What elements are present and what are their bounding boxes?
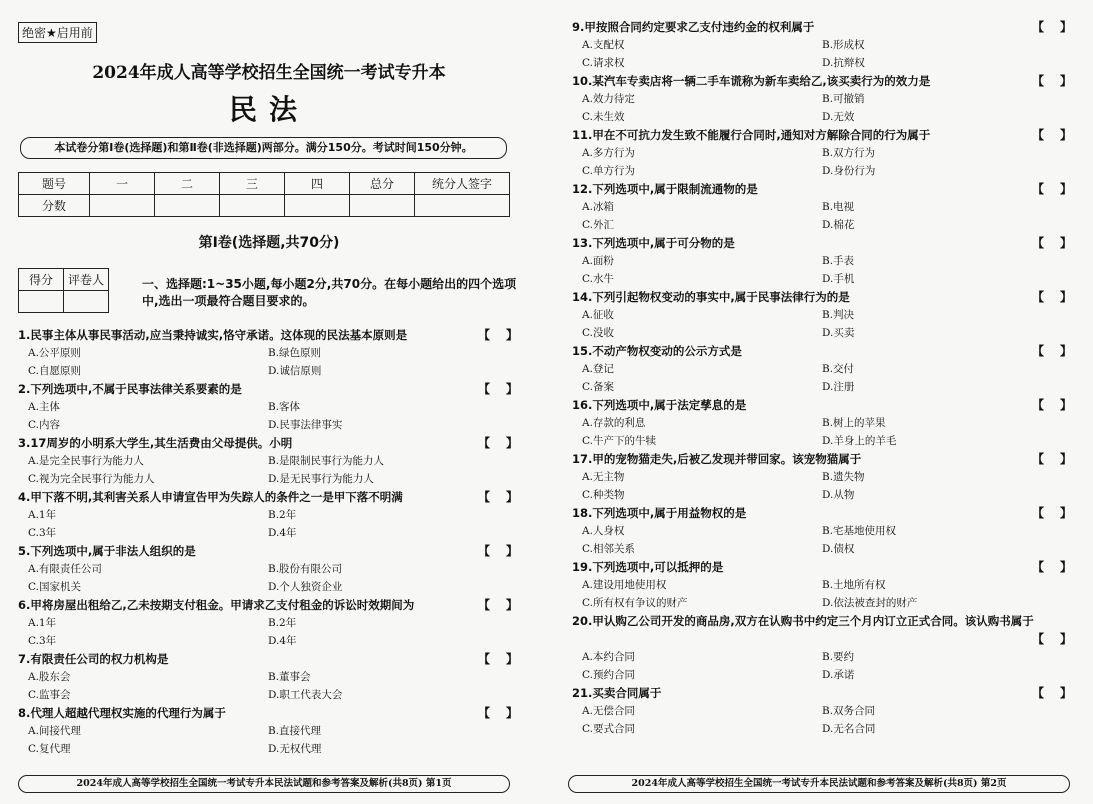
answer-option[interactable]: C.自愿原则 [28, 365, 81, 377]
answer-option[interactable]: D.注册 [822, 381, 855, 393]
answer-bracket[interactable] [1032, 396, 1072, 414]
option-grid [572, 576, 1072, 612]
answer-option[interactable]: D.民事法律事实 [268, 419, 343, 431]
bracket-open: 【 [1032, 128, 1045, 142]
bracket-open: 【 [478, 598, 491, 612]
question-stem: 15.不动产物权变动的公示方式是 [572, 344, 742, 358]
answer-option[interactable]: D.4年 [268, 635, 297, 647]
answer-option[interactable]: A.间接代理 [28, 725, 81, 737]
question-item [18, 596, 518, 650]
bracket-close: 】 [505, 436, 518, 450]
answer-option[interactable]: A.人身权 [582, 525, 625, 537]
answer-bracket[interactable] [1032, 684, 1072, 702]
bracket-close: 】 [1059, 686, 1072, 700]
bracket-open: 【 [1032, 20, 1045, 34]
score-cell[interactable] [155, 195, 220, 217]
answer-option[interactable]: D.羊身上的羊毛 [822, 435, 897, 447]
question-item [18, 326, 518, 380]
answer-bracket[interactable] [1032, 18, 1072, 36]
answer-option[interactable]: A.征收 [582, 309, 614, 321]
score-cell[interactable] [415, 195, 510, 217]
grader-score-label: 得分 [19, 269, 64, 291]
bracket-open: 【 [1032, 398, 1045, 412]
question-item [18, 650, 518, 704]
question-item [18, 488, 518, 542]
answer-option[interactable]: C.种类物 [582, 489, 625, 501]
answer-option[interactable]: C.备案 [582, 381, 614, 393]
option-grid [18, 722, 518, 758]
bracket-open: 【 [1032, 452, 1045, 466]
bracket-open: 【 [478, 382, 491, 396]
option-grid [572, 252, 1072, 288]
page-left [0, 0, 538, 804]
bracket-open: 【 [1032, 74, 1045, 88]
answer-option[interactable]: C.国家机关 [28, 581, 81, 593]
bracket-open: 【 [478, 544, 491, 558]
part-instruction: 一、选择题:1~35小题,每小题2分,共70分。在每小题给出的四个选项中,选出一项最符合题目要求的。 [142, 277, 517, 308]
answer-bracket[interactable] [478, 488, 518, 506]
bracket-open: 【 [478, 706, 491, 720]
answer-bracket[interactable] [1032, 504, 1072, 522]
answer-option[interactable]: D.无权代理 [268, 743, 322, 755]
score-header-cell: 一 [90, 173, 155, 195]
bracket-close: 】 [1059, 344, 1072, 358]
bracket-open: 【 [1032, 236, 1045, 250]
question-item [572, 450, 1072, 504]
bracket-open: 【 [478, 436, 491, 450]
bracket-open: 【 [1032, 560, 1045, 574]
answer-bracket[interactable] [478, 704, 518, 722]
question-stem: 8.代理人超越代理权实施的代理行为属于 [18, 706, 226, 720]
bracket-close: 】 [1059, 20, 1072, 34]
bracket-open: 【 [1032, 344, 1045, 358]
bracket-close: 】 [1059, 236, 1072, 250]
bracket-open: 【 [1032, 506, 1045, 520]
answer-option[interactable]: C.复代理 [28, 743, 71, 755]
answer-option[interactable]: B.土地所有权 [822, 579, 886, 591]
question-item [572, 126, 1072, 180]
answer-bracket[interactable] [1032, 288, 1072, 306]
answer-bracket[interactable] [478, 380, 518, 398]
bracket-close: 】 [1059, 506, 1072, 520]
answer-option[interactable]: D.个人独资企业 [268, 581, 343, 593]
question-item [572, 288, 1072, 342]
answer-option[interactable]: B.客体 [268, 401, 301, 413]
answer-option[interactable]: B.双务合同 [822, 705, 876, 717]
question-stem: 14.下列引起物权变动的事实中,属于民事法律行为的是 [572, 290, 850, 304]
answer-option[interactable]: C.预约合同 [582, 669, 635, 681]
answer-option[interactable]: D.手机 [822, 273, 855, 285]
answer-option[interactable]: B.交付 [822, 363, 855, 375]
answer-option[interactable]: B.判决 [822, 309, 855, 321]
option-grid [18, 344, 518, 380]
bracket-open: 【 [478, 652, 491, 666]
option-grid [572, 702, 1072, 738]
answer-option[interactable]: B.是限制民事行为能力人 [268, 455, 385, 467]
answer-option[interactable]: C.3年 [28, 635, 57, 647]
answer-option[interactable]: D.抗辩权 [822, 57, 865, 69]
answer-option[interactable]: B.形成权 [822, 39, 865, 51]
answer-option[interactable]: B.电视 [822, 201, 855, 213]
question-stem: 11.甲在不可抗力发生致不能履行合同时,通知对方解除合同的行为属于 [572, 128, 931, 142]
answer-option[interactable]: C.单方行为 [582, 165, 635, 177]
question-stem: 4.甲下落不明,其利害关系人申请宣告甲为失踪人的条件之一是甲下落不明满 [18, 490, 403, 504]
score-row-label: 分数 [19, 195, 90, 217]
grader-table [18, 268, 109, 313]
answer-option[interactable]: A.冰箱 [582, 201, 614, 213]
question-stem: 5.下列选项中,属于非法人组织的是 [18, 544, 196, 558]
answer-option[interactable]: B.2年 [268, 509, 297, 521]
option-grid [572, 468, 1072, 504]
question-stem: 20.甲认购乙公司开发的商品房,双方在认购书中约定三个月内订立正式合同。该认购书属于 [572, 614, 1034, 628]
answer-option[interactable]: C.水牛 [582, 273, 614, 285]
bracket-close: 】 [1059, 398, 1072, 412]
question-item [572, 558, 1072, 612]
question-stem: 9.甲按照合同约定要求乙支付违约金的权利属于 [572, 20, 815, 34]
bracket-close: 】 [1059, 182, 1072, 196]
answer-option[interactable]: D.棉花 [822, 219, 855, 231]
answer-option[interactable]: A.无主物 [582, 471, 625, 483]
question-list-right [572, 18, 1072, 738]
answer-option[interactable]: C.未生效 [582, 111, 625, 123]
option-grid [572, 360, 1072, 396]
question-list-left [18, 326, 518, 758]
question-item [572, 72, 1072, 126]
bracket-close: 】 [505, 544, 518, 558]
answer-option[interactable]: A.1年 [28, 509, 57, 521]
answer-bracket[interactable] [1032, 126, 1072, 144]
question-stem: 16.下列选项中,属于法定孳息的是 [572, 398, 747, 412]
answer-option[interactable]: C.所有权有争议的财产 [582, 597, 688, 609]
answer-option[interactable]: B.股份有限公司 [268, 563, 343, 575]
grader-score-cell[interactable] [19, 291, 64, 313]
score-table-score-row [19, 195, 510, 217]
answer-bracket[interactable] [1032, 72, 1072, 90]
page-right [548, 0, 1093, 804]
answer-option[interactable]: C.内容 [28, 419, 60, 431]
score-header-cell: 统分人签字 [415, 173, 510, 195]
bracket-close: 】 [505, 652, 518, 666]
bracket-close: 】 [1059, 632, 1072, 646]
section-title: 第Ⅰ卷(选择题,共70分) [198, 235, 340, 251]
score-header-cell: 四 [285, 173, 350, 195]
question-stem: 18.下列选项中,属于用益物权的是 [572, 506, 747, 520]
answer-bracket[interactable] [1032, 342, 1072, 360]
question-stem: 3.17周岁的小明系大学生,其生活费由父母提供。小明 [18, 436, 293, 450]
answer-option[interactable]: C.要式合同 [582, 723, 635, 735]
score-table [18, 172, 510, 217]
score-table-header-row [19, 173, 510, 195]
answer-bracket[interactable] [478, 650, 518, 668]
bracket-close: 】 [1059, 452, 1072, 466]
answer-option[interactable]: D.从物 [822, 489, 855, 501]
answer-option[interactable]: D.无效 [822, 111, 855, 123]
subject-title: 民法 [228, 93, 309, 126]
question-stem: 13.下列选项中,属于可分物的是 [572, 236, 735, 250]
bracket-close: 】 [505, 706, 518, 720]
answer-option[interactable]: B.双方行为 [822, 147, 876, 159]
answer-option[interactable]: A.存款的利息 [582, 417, 646, 429]
bracket-close: 】 [505, 328, 518, 342]
answer-bracket[interactable] [478, 434, 518, 452]
question-item [18, 704, 518, 758]
secret-label: 绝密★启用前 [18, 22, 97, 43]
option-grid [18, 560, 518, 596]
answer-option[interactable]: C.外汇 [582, 219, 614, 231]
bracket-close: 】 [505, 490, 518, 504]
bracket-close: 】 [1059, 290, 1072, 304]
bracket-close: 】 [1059, 74, 1072, 88]
score-cell[interactable] [350, 195, 415, 217]
answer-option[interactable]: C.3年 [28, 527, 57, 539]
question-item [572, 18, 1072, 72]
score-cell[interactable] [220, 195, 285, 217]
bracket-open: 【 [1032, 686, 1045, 700]
answer-bracket[interactable] [478, 596, 518, 614]
answer-option[interactable]: D.承诺 [822, 669, 855, 681]
answer-option[interactable]: A.是完全民事行为能力人 [28, 455, 144, 467]
answer-bracket[interactable] [1032, 180, 1072, 198]
answer-option[interactable]: A.1年 [28, 617, 57, 629]
answer-bracket[interactable] [1032, 450, 1072, 468]
answer-option[interactable]: D.诚信原则 [268, 365, 322, 377]
answer-option[interactable]: D.无名合同 [822, 723, 876, 735]
answer-bracket[interactable] [478, 542, 518, 560]
grader-name-cell[interactable] [64, 291, 109, 313]
question-item [572, 342, 1072, 396]
answer-bracket[interactable] [1032, 558, 1072, 576]
question-item [572, 234, 1072, 288]
bracket-open: 【 [1032, 632, 1045, 646]
question-stem: 17.甲的宠物猫走失,后被乙发现并带回家。该宠物猫属于 [572, 452, 862, 466]
answer-bracket[interactable] [478, 326, 518, 344]
question-stem: 10.某汽车专卖店将一辆二手车谎称为新车卖给乙,该买卖行为的效力是 [572, 74, 931, 88]
answer-option[interactable]: B.可撤销 [822, 93, 865, 105]
answer-option[interactable]: A.本约合同 [582, 651, 635, 663]
answer-option[interactable]: B.2年 [268, 617, 297, 629]
answer-option[interactable]: B.绿色原则 [268, 347, 322, 359]
answer-option[interactable]: A.股东会 [28, 671, 71, 683]
answer-option[interactable]: A.登记 [582, 363, 614, 375]
answer-option[interactable]: D.债权 [822, 543, 855, 555]
answer-option[interactable]: C.请求权 [582, 57, 625, 69]
question-item [572, 396, 1072, 450]
bracket-open: 【 [478, 490, 491, 504]
answer-option[interactable]: A.建设用地使用权 [582, 579, 667, 591]
answer-option[interactable]: B.直接代理 [268, 725, 322, 737]
page-footer-right: 2024年成人高等学校招生全国统一考试专升本民法试题和参考答案及解析(共8页) 第2页 [568, 775, 1070, 793]
bracket-line [572, 630, 1072, 648]
answer-option[interactable]: B.宅基地使用权 [822, 525, 897, 537]
answer-option[interactable]: A.效力待定 [582, 93, 635, 105]
bracket-close: 】 [505, 382, 518, 396]
answer-option[interactable]: B.遗失物 [822, 471, 865, 483]
score-header-cell: 题号 [19, 173, 90, 195]
question-stem: 6.甲将房屋出租给乙,乙未按期支付租金。甲请求乙支付租金的诉讼时效期间为 [18, 598, 415, 612]
answer-option[interactable]: D.职工代表大会 [268, 689, 343, 701]
option-grid [18, 668, 518, 704]
answer-option[interactable]: D.4年 [268, 527, 297, 539]
answer-bracket[interactable] [1032, 630, 1072, 648]
question-item [572, 684, 1072, 738]
bracket-open: 【 [478, 328, 491, 342]
option-grid [18, 614, 518, 650]
answer-option[interactable]: D.身份行为 [822, 165, 876, 177]
option-grid [572, 414, 1072, 450]
answer-option[interactable]: A.多方行为 [582, 147, 635, 159]
score-cell[interactable] [285, 195, 350, 217]
question-stem: 1.民事主体从事民事活动,应当秉持诚实,恪守承诺。这体现的民法基本原则是 [18, 328, 408, 342]
grader-name-label: 评卷人 [64, 269, 109, 291]
bracket-close: 】 [505, 598, 518, 612]
answer-option[interactable]: D.买卖 [822, 327, 855, 339]
question-stem: 19.下列选项中,可以抵押的是 [572, 560, 724, 574]
answer-option[interactable]: B.手表 [822, 255, 855, 267]
option-grid [572, 198, 1072, 234]
answer-option[interactable]: C.视为完全民事行为能力人 [28, 473, 155, 485]
option-grid [572, 144, 1072, 180]
answer-option[interactable]: A.有限责任公司 [28, 563, 102, 575]
answer-option[interactable]: B.董事会 [268, 671, 311, 683]
option-grid [572, 306, 1072, 342]
bracket-open: 【 [1032, 290, 1045, 304]
question-item [18, 542, 518, 596]
answer-option[interactable]: C.牛产下的牛犊 [582, 435, 656, 447]
option-grid [18, 506, 518, 542]
question-item [572, 612, 1072, 684]
score-header-cell: 三 [220, 173, 285, 195]
answer-option[interactable]: B.树上的苹果 [822, 417, 886, 429]
answer-option[interactable]: A.公平原则 [28, 347, 81, 359]
option-grid [572, 648, 1072, 684]
answer-option[interactable]: A.主体 [28, 401, 60, 413]
question-item [572, 180, 1072, 234]
question-item [18, 434, 518, 488]
score-header-cell: 总分 [350, 173, 415, 195]
page-footer-left: 2024年成人高等学校招生全国统一考试专升本民法试题和参考答案及解析(共8页) 第1页 [18, 775, 510, 793]
answer-option[interactable]: C.没收 [582, 327, 614, 339]
bracket-close: 】 [1059, 128, 1072, 142]
answer-option[interactable]: C.相邻关系 [582, 543, 635, 555]
question-item [572, 504, 1072, 558]
bracket-open: 【 [1032, 182, 1045, 196]
exam-title: 2024年成人高等学校招生全国统一考试专升本 [92, 63, 446, 83]
option-grid [18, 398, 518, 434]
score-cell[interactable] [90, 195, 155, 217]
answer-option[interactable]: A.无偿合同 [582, 705, 635, 717]
exam-instructions: 本试卷分第Ⅰ卷(选择题)和第Ⅱ卷(非选择题)两部分。满分150分。考试时间150分钟。 [20, 137, 507, 159]
question-stem: 21.买卖合同属于 [572, 686, 662, 700]
answer-option[interactable]: D.是无民事行为能力人 [268, 473, 374, 485]
answer-option[interactable]: B.要约 [822, 651, 855, 663]
bracket-close: 】 [1059, 560, 1072, 574]
answer-option[interactable]: A.面粉 [582, 255, 614, 267]
question-stem: 2.下列选项中,不属于民事法律关系要素的是 [18, 382, 242, 396]
answer-bracket[interactable] [1032, 234, 1072, 252]
answer-option[interactable]: D.依法被查封的财产 [822, 597, 918, 609]
answer-option[interactable]: A.支配权 [582, 39, 625, 51]
question-stem: 7.有限责任公司的权力机构是 [18, 652, 169, 666]
score-header-cell: 二 [155, 173, 220, 195]
option-grid [18, 452, 518, 488]
answer-option[interactable]: C.监事会 [28, 689, 71, 701]
question-item [18, 380, 518, 434]
question-stem: 12.下列选项中,属于限制流通物的是 [572, 182, 758, 196]
option-grid [572, 90, 1072, 126]
option-grid [572, 522, 1072, 558]
option-grid [572, 36, 1072, 72]
